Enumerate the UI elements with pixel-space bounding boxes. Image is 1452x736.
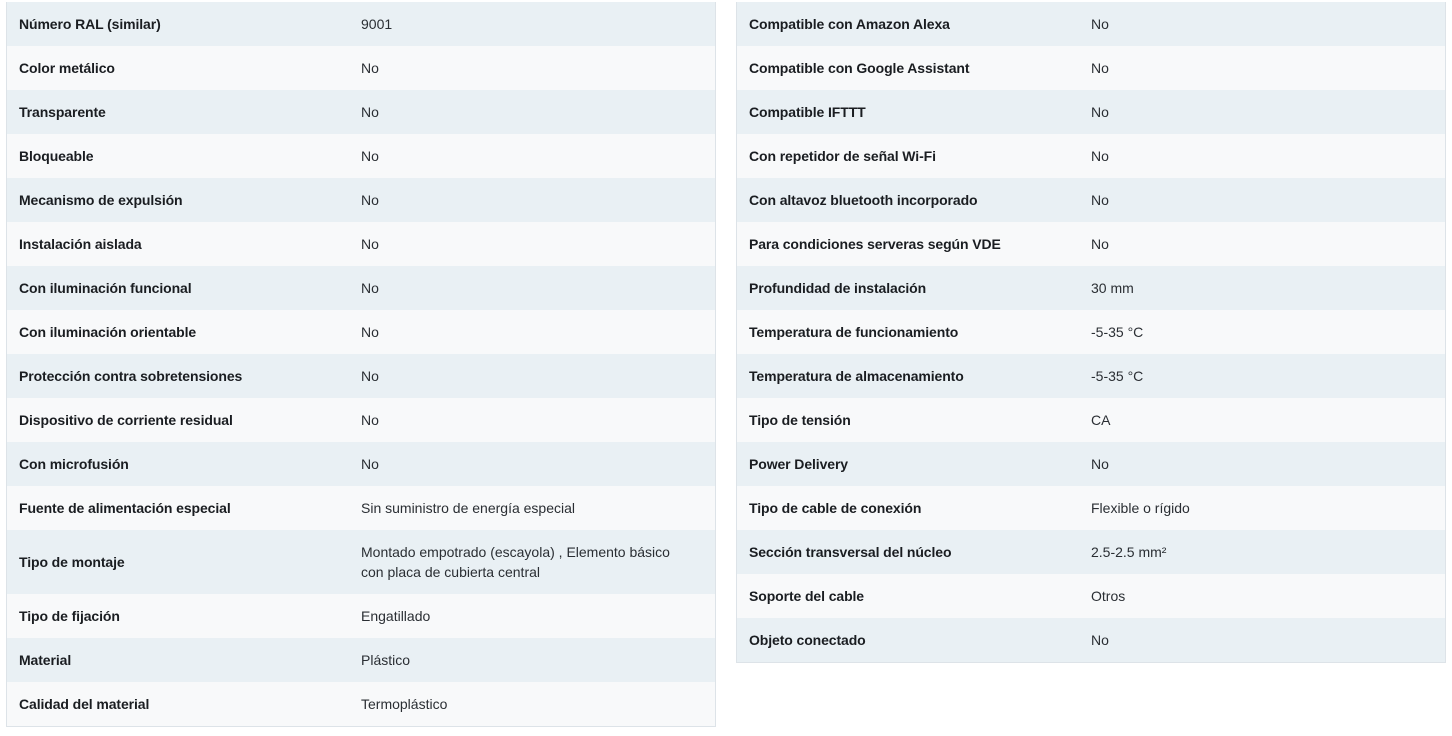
spec-row [737, 354, 1445, 398]
spec-row [7, 638, 715, 682]
spec-value: No [361, 368, 379, 384]
spec-label: Tipo de cable de conexión [749, 500, 922, 516]
spec-label: Compatible IFTTT [749, 104, 866, 120]
spec-row [7, 46, 715, 90]
spec-label: Con iluminación orientable [19, 324, 197, 340]
spec-row [7, 594, 715, 638]
spec-row [737, 2, 1445, 46]
spec-label: Con microfusión [19, 456, 129, 472]
spec-value: No [1091, 456, 1109, 472]
spec-row [737, 574, 1445, 618]
spec-row [737, 486, 1445, 530]
spec-value: No [361, 324, 379, 340]
spec-label: Con iluminación funcional [19, 280, 192, 296]
spec-row [7, 90, 715, 134]
spec-label: Objeto conectado [749, 632, 866, 648]
spec-row [737, 618, 1445, 662]
spec-value: No [1091, 632, 1109, 648]
spec-label: Calidad del material [19, 696, 150, 712]
spec-row [737, 266, 1445, 310]
spec-value: -5-35 °C [1091, 368, 1144, 384]
spec-value: 9001 [361, 16, 393, 32]
spec-label: Power Delivery [749, 456, 848, 472]
spec-row [7, 2, 715, 46]
spec-value: Termoplástico [361, 696, 448, 712]
spec-row [7, 442, 715, 486]
spec-label: Protección contra sobretensiones [19, 368, 243, 384]
spec-value: CA [1091, 412, 1111, 428]
spec-row [737, 90, 1445, 134]
spec-label: Compatible con Amazon Alexa [749, 16, 950, 32]
spec-row [737, 398, 1445, 442]
spec-label: Número RAL (similar) [19, 16, 161, 32]
spec-row [737, 530, 1445, 574]
spec-label: Para condiciones serveras según VDE [749, 236, 1001, 252]
spec-row [737, 222, 1445, 266]
spec-value: No [361, 412, 379, 428]
spec-value: No [361, 148, 379, 164]
spec-row [737, 442, 1445, 486]
spec-value: Flexible o rígido [1091, 500, 1190, 516]
spec-value: Engatillado [361, 608, 431, 624]
spec-label: Mecanismo de expulsión [19, 192, 183, 208]
spec-row [737, 134, 1445, 178]
spec-value: No [1091, 148, 1109, 164]
spec-label: Material [19, 652, 72, 668]
spec-row [737, 178, 1445, 222]
spec-label: Fuente de alimentación especial [19, 500, 231, 516]
spec-value: No [361, 456, 379, 472]
spec-value: No [361, 236, 379, 252]
spec-value: No [1091, 60, 1109, 76]
spec-value: No [1091, 236, 1109, 252]
spec-value: Montado empotrado (escayola) , Elemento básico con placa de cubierta central [361, 544, 670, 580]
spec-value: No [1091, 104, 1109, 120]
spec-row [7, 682, 715, 726]
spec-row [7, 222, 715, 266]
spec-table-left [6, 2, 716, 727]
spec-value: Otros [1091, 588, 1126, 604]
spec-label: Soporte del cable [749, 588, 864, 604]
spec-row [7, 178, 715, 222]
spec-value: No [1091, 16, 1109, 32]
spec-value: 30 mm [1091, 280, 1134, 296]
spec-row [7, 354, 715, 398]
spec-value: 2.5-2.5 mm² [1091, 544, 1167, 560]
spec-label: Compatible con Google Assistant [749, 60, 970, 76]
spec-value: No [361, 104, 379, 120]
spec-label: Bloqueable [19, 148, 94, 164]
spec-label: Con repetidor de señal Wi-Fi [749, 148, 936, 164]
spec-value: No [361, 60, 379, 76]
spec-label: Instalación aislada [19, 236, 142, 252]
spec-table-right [736, 2, 1446, 663]
spec-label: Color metálico [19, 60, 115, 76]
spec-row [7, 266, 715, 310]
spec-label: Temperatura de almacenamiento [749, 368, 964, 384]
spec-label: Tipo de fijación [19, 608, 120, 624]
spec-row [7, 134, 715, 178]
spec-value: -5-35 °C [1091, 324, 1144, 340]
spec-label: Dispositivo de corriente residual [19, 412, 233, 428]
spec-row [737, 310, 1445, 354]
spec-label: Profundidad de instalación [749, 280, 927, 296]
spec-row [7, 486, 715, 530]
spec-value: No [361, 192, 379, 208]
spec-label: Tipo de tensión [749, 412, 851, 428]
spec-value: No [361, 280, 379, 296]
spec-label: Tipo de montaje [19, 554, 125, 570]
spec-row [7, 530, 715, 594]
spec-label: Sección transversal del núcleo [749, 544, 952, 560]
spec-value: Sin suministro de energía especial [361, 500, 576, 516]
spec-row [7, 310, 715, 354]
spec-label: Con altavoz bluetooth incorporado [749, 192, 978, 208]
spec-row [7, 398, 715, 442]
spec-label: Transparente [19, 104, 106, 120]
spec-value: No [1091, 192, 1109, 208]
spec-value: Plástico [361, 652, 411, 668]
spec-label: Temperatura de funcionamiento [749, 324, 959, 340]
spec-row [737, 46, 1445, 90]
